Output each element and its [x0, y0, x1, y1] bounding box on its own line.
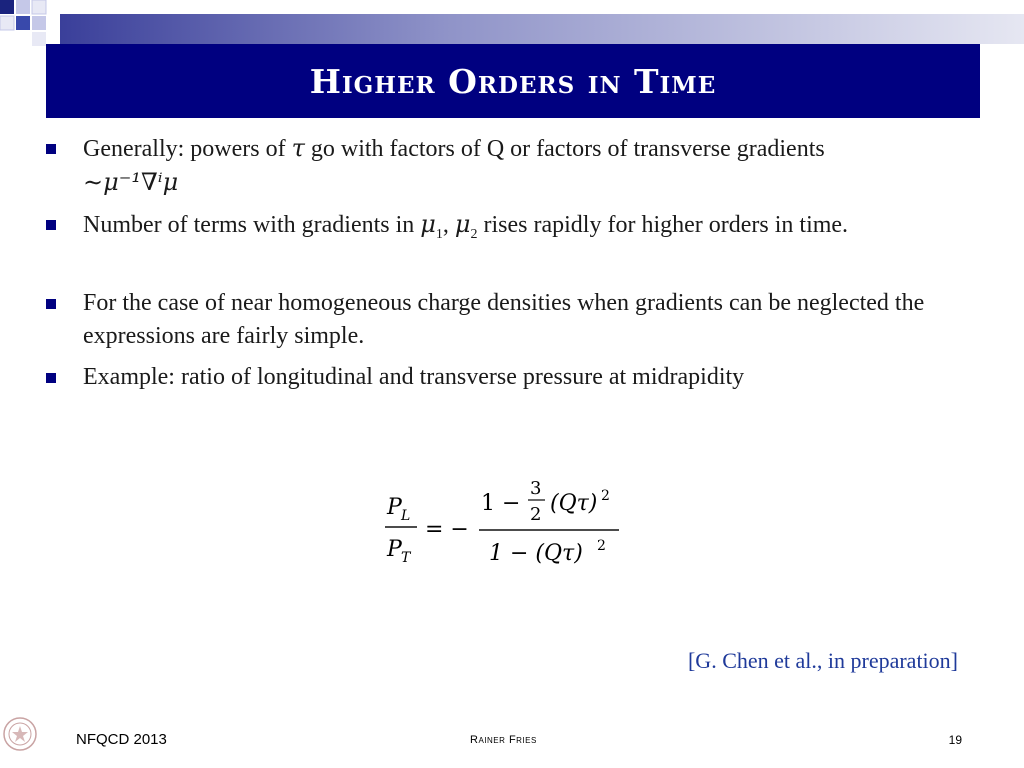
svg-text:= −: = −	[425, 517, 469, 542]
square-bullet-icon	[46, 144, 56, 154]
header-gradient-band	[60, 14, 1024, 44]
svg-text:P: P	[387, 495, 402, 520]
svg-text:2: 2	[530, 504, 542, 525]
bullet-list	[46, 132, 976, 394]
slide-title: Higher Orders in Time	[309, 61, 717, 101]
tau-symbol: τ	[291, 134, 305, 162]
footer-conference: NFQCD 2013	[76, 731, 167, 748]
svg-text:2: 2	[597, 538, 606, 554]
svg-text:L: L	[401, 508, 411, 524]
university-seal-icon	[2, 716, 38, 752]
bullet-item: Example: ratio of longitudinal and transverse pressure at midrapidity	[46, 361, 976, 394]
pressure-ratio-formula	[385, 472, 625, 572]
title-bar	[46, 44, 980, 118]
square-bullet-icon	[46, 220, 56, 230]
bullet-item: Number of terms with gradients in $\mu_1$, $\mu_2$ rises rapidly for higher orders in time.	[46, 208, 976, 251]
svg-text:3: 3	[530, 478, 542, 499]
square-bullet-icon	[46, 299, 56, 309]
svg-text:(Qτ): (Qτ)	[550, 491, 598, 516]
citation: [G. Chen et al., in preparation]	[687, 648, 958, 673]
footer-author: Rainer Fries	[470, 734, 537, 746]
svg-text:1 −: 1 −	[481, 491, 521, 516]
svg-text:2: 2	[601, 488, 610, 504]
bullet-item: For the case of near homogeneous charge densities when gradients can be neglected the expressions are fairly simple.	[46, 287, 976, 353]
svg-text:P: P	[387, 537, 402, 562]
bullet-item: Generally: powers of τ go with factors of Q or factors of transverse gradients ∼μ⁻¹∇ⁱμ	[46, 132, 976, 200]
gradient-expression: ∼μ⁻¹∇ⁱμ	[83, 168, 179, 196]
svg-text:1 − (Qτ): 1 − (Qτ)	[489, 541, 583, 566]
square-bullet-icon	[46, 373, 56, 383]
svg-text:T: T	[401, 550, 411, 566]
slide-number: 19	[948, 733, 962, 747]
